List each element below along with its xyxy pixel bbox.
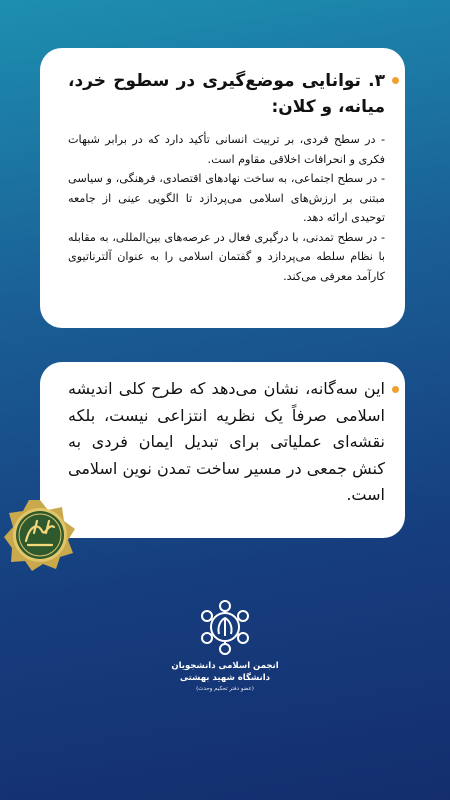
logo-line-university: دانشگاه شهید بهشتی	[179, 673, 271, 683]
bullet-icon	[392, 77, 399, 84]
bullet-icon	[392, 386, 399, 393]
individual-level-paragraph: - در سطح فردی، بر تربیت انسانی تأکید دارد که در برابر شبهات فکری و انحرافات اخلاقی مقاوم است.	[68, 133, 385, 166]
calligraphy-seal-icon	[4, 499, 76, 571]
summary-paragraph	[68, 376, 385, 509]
logo-line-association: انجمن اسلامی دانشجویان	[171, 661, 279, 671]
point-heading-text: ۳. توانایی موضع‌گیری در سطوح خرد، میانه، و کلان:	[68, 71, 385, 117]
civilizational-level-paragraph: - در سطح تمدنی، با درگیری فعال در عرصه‌های بین‌المللی، به مقابله با نظام سلطه می‌پردازد و گفتمان اسلامی را به عنوان آلترناتیوی کارآمد معرفی می‌کند.	[68, 230, 385, 283]
point-heading	[68, 68, 385, 120]
social-level-paragraph: - در سطح اجتماعی، به ساخت نهادهای اقتصادی، فرهنگی، و سیاسی مبتنی بر ارزش‌های اسلامی می‌پردازد تا الگویی عینی از جامعه توحیدی ارائه دهد.	[68, 172, 385, 224]
association-emblem-icon	[197, 598, 253, 658]
logo-line-membership: (عضو دفتر تحکیم وحدت)	[196, 686, 254, 692]
summary-card	[40, 362, 405, 538]
point-card	[40, 48, 405, 328]
summary-text: این سه‌گانه، نشان می‌دهد که طرح کلی اندیشه اسلامی صرفاً یک نظریه انتزاعی نیست، بلکه نقشه‌ای عملیاتی برای تبدیل ایمان فردی به کنش جمعی در مسیر ساخت تمدن نوین اسلامی است.	[68, 379, 385, 504]
